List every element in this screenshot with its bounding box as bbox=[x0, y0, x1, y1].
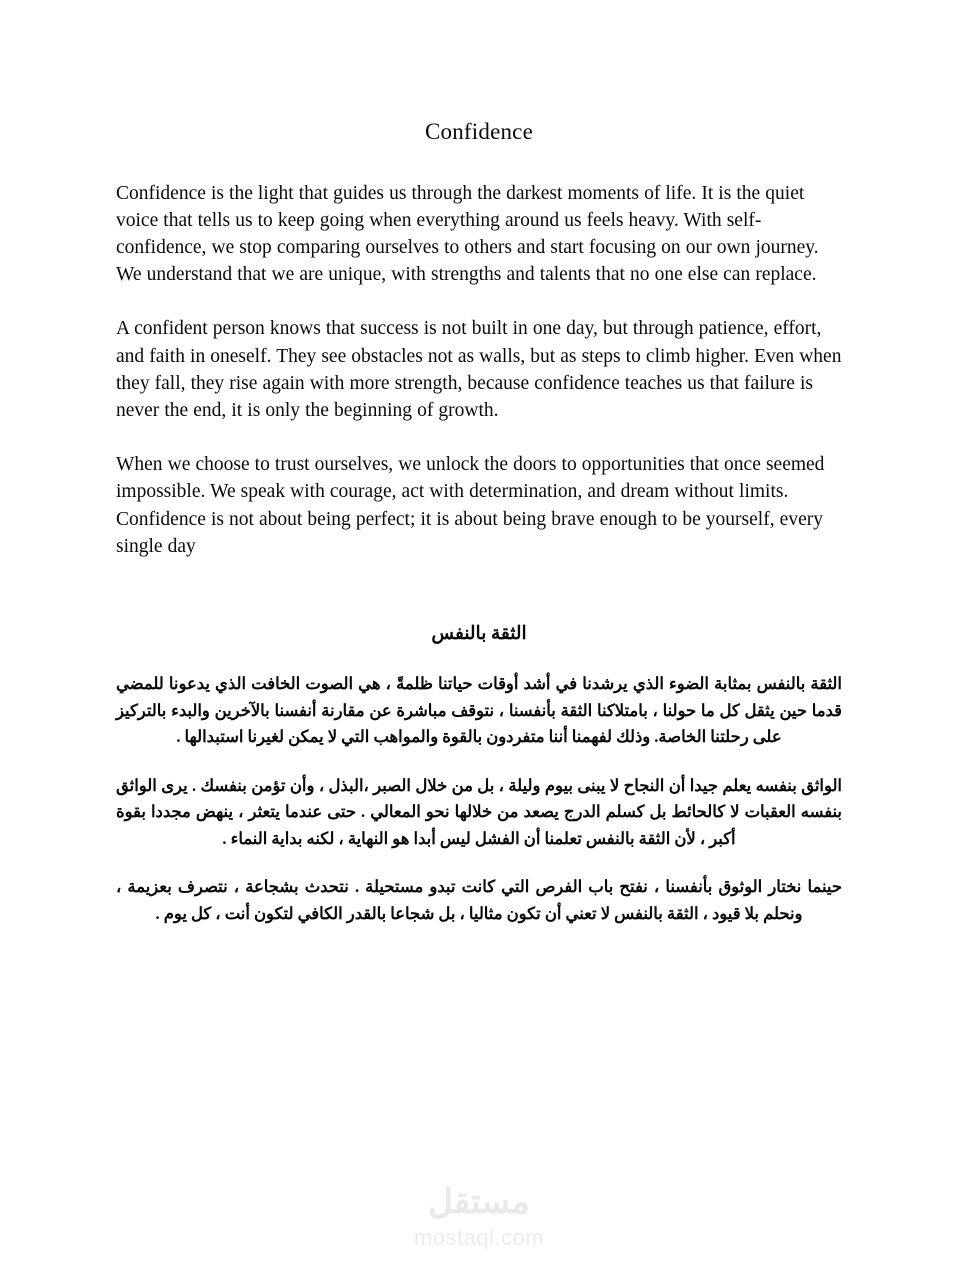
arabic-paragraph-1: الثقة بالنفس بمثابة الضوء الذي يرشدنا في أشد أوقات حياتنا ظلمةً ، هي الصوت الخافت الذي يدعونا للمضي قدما حين يثقل كل ما حولنا ، بامتلاكنا الثقة بأنفسنا ، نتوقف مباشرة عن مقارنة أنفسنا بالآخرين والبدء بالتركيز على رحلتنا الخاصة. وذلك لفهمنا أننا متفردون بالقوة والمواهب التي لا يمكن لغيرنا استبدالها . bbox=[116, 674, 842, 747]
page-title: Confidence bbox=[424, 119, 533, 144]
english-paragraph-1: Confidence is the light that guides us through the darkest moments of life. It is the quiet voice that tells us to keep going when everything around us feels heavy. With self-confidence, we stop comparing ourselves to others and start focusing on our own journey. We understand that we are unique, with strengths and talents that no one else can replace. bbox=[116, 182, 819, 286]
mostaql-watermark bbox=[0, 1186, 958, 1249]
arabic-paragraph-2: الواثق بنفسه يعلم جيدا أن النجاح لا يبنى بيوم وليلة ، بل من خلال الصبر ،البذل ، وأن تؤمن بنفسك . يرى الواثق بنفسه العقبات لا كالحائط بل كسلم الدرج يصعد من خلالها نحو المعالي . حتى عندما يتعثر ، ينهض مجددا بقوة أكبر ، لأن الثقة بالنفس تعلمنا أن الفشل ليس أبدا هو النهاية ، لكنه بداية النماء . bbox=[116, 775, 842, 848]
watermark-logo-text: مستقل bbox=[428, 1184, 530, 1221]
arabic-body bbox=[116, 560, 842, 927]
english-paragraph-3: When we choose to trust ourselves, we unlock the doors to opportunities that once seemed impossible. We speak with courage, act with determination, and dream without limits. Confidence is not about being perfect; it is about being brave enough to be yourself, every single day bbox=[116, 454, 825, 557]
watermark-url-text: mostaql.com bbox=[413, 1225, 545, 1250]
arabic-section-title: الثقة بالنفس bbox=[431, 624, 527, 645]
english-paragraph-2: A confident person knows that success is not built in one day, but through patience, effort, and faith in oneself. They see obstacles not as walls, but as steps to climb higher. Even when they fall, they rise again with more strength, because confidence teaches us that failure is never the end, it is only the beginning of growth. bbox=[116, 318, 842, 422]
english-body bbox=[116, 146, 842, 560]
arabic-paragraph-3: حينما نختار الوثوق بأنفسنا ، نفتح باب الفرص التي كانت تبدو مستحيلة . نتحدث بشجاعة ، نتصرف بعزيمة ، ونحلم بلا قيود ، الثقة بالنفس لا تعني أن تكون مثاليا ، بل شجاعا بالقدر الكافي لتكون أنت ، كل يوم . bbox=[116, 877, 842, 923]
